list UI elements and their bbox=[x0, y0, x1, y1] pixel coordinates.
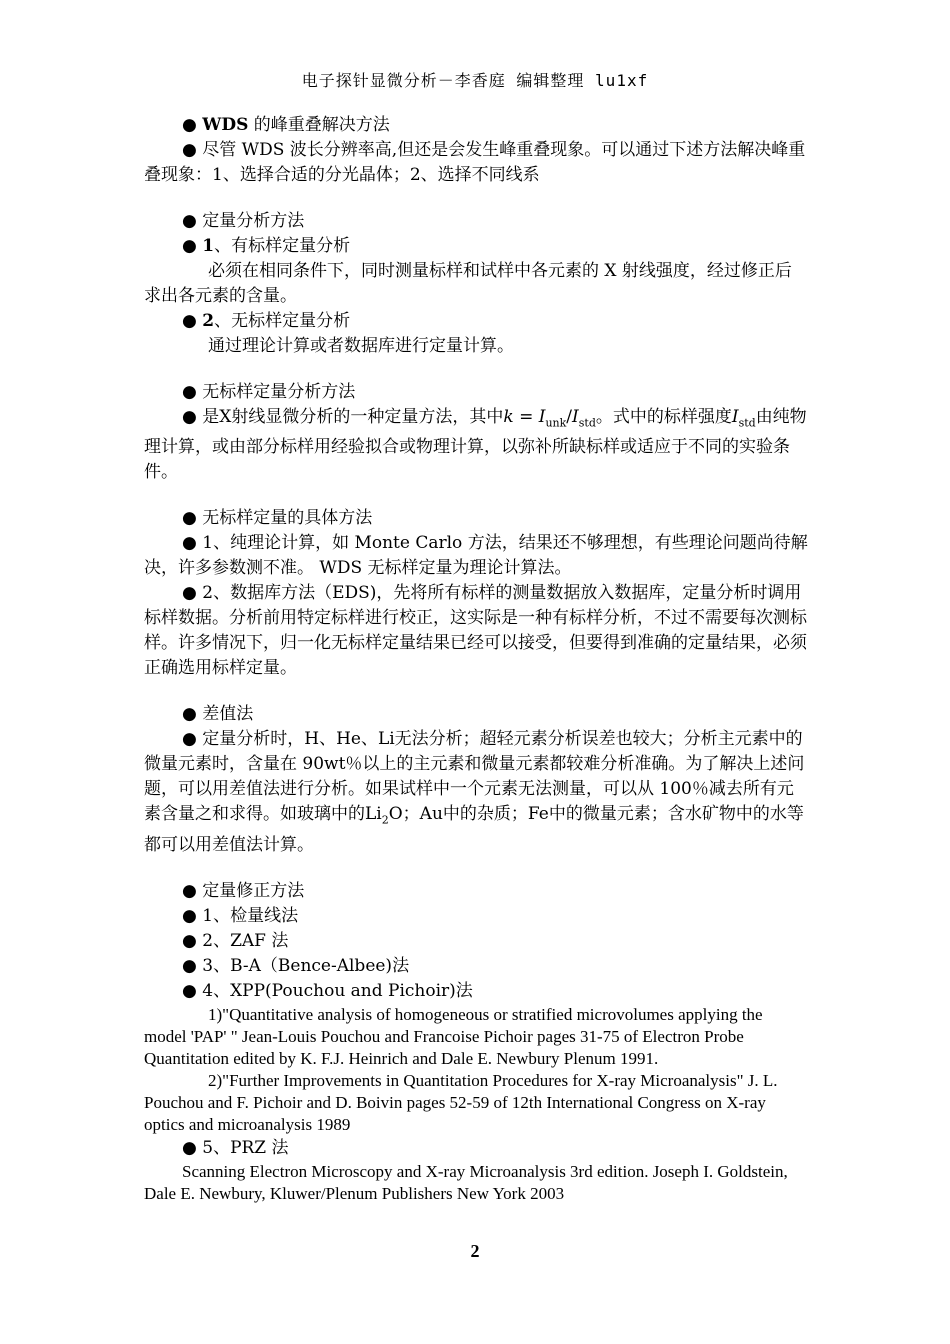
bullet-icon: ● bbox=[182, 955, 197, 976]
bullet-icon: ● bbox=[182, 905, 197, 926]
bullet-icon: ● bbox=[182, 407, 197, 427]
section-methods-title: ● 无标样定量的具体方法 bbox=[182, 508, 373, 529]
correction-item-2: ● 2、ZAF 法 bbox=[182, 930, 289, 951]
section-difference-title: ● 差值法 bbox=[182, 704, 254, 725]
bullet-icon: ● bbox=[182, 382, 197, 402]
section-wds-paragraph: ● 尽管 WDS 波长分辨率高,但还是会发生峰重叠现象。可以通过下述方法解决峰重叠现象：1、选择合适的分光晶体；2、选择不同线系 bbox=[144, 140, 806, 185]
bullet-icon: ● bbox=[182, 704, 197, 725]
bullet-icon: ● bbox=[182, 880, 197, 901]
bullet-icon: ● bbox=[182, 508, 197, 529]
bullet-icon: ● bbox=[182, 583, 197, 604]
bullet-icon: ● bbox=[182, 930, 197, 951]
difference-paragraph: ● 定量分析时，H、He、Li无法分析；超轻元素分析误差也较大；分析主元素中的微量元素时，含量在 90wt％以上的主元素和微量元素都较难分析准确。为了解决上述问题，可以用差值法进行分析。如果试样中一个元素无法测量，可以从 100％减去所有元素含量之和求得。如玻璃中的$Li_2O$；Au中的杂质；Fe中的微量元素；含水矿物中的水等都可以用差值法计算。 bbox=[144, 729, 805, 855]
reference-2: 2)"Further Improvements in Quantitation Procedures for X-ray Microanalysis" J. L. Pouchou and F. Pichoir and D. Boivin pages 52-59 of 12th International Congress on X-ray optics and microanalysis 1989 bbox=[144, 1070, 778, 1134]
methods-paragraph-1: ● 1、纯理论计算，如 Monte Carlo 方法，结果还不够理想，有些理论问题尚待解决，许多参数测不准。 WDS 无标样定量为理论计算法。 bbox=[144, 533, 808, 579]
bullet-icon: ● bbox=[182, 115, 197, 135]
bullet-icon: ● bbox=[182, 533, 197, 554]
quant-item-1: ● 1、有标样定量分析 bbox=[182, 236, 351, 256]
bullet-icon: ● bbox=[182, 1137, 197, 1158]
bullet-icon: ● bbox=[182, 236, 197, 256]
section-wds-title: ● WDS 的峰重叠解决方法 bbox=[182, 115, 390, 135]
correction-item-5: ● 5、PRZ 法 bbox=[182, 1137, 289, 1158]
document-body bbox=[144, 113, 808, 1205]
page-number: 2 bbox=[470, 1241, 480, 1261]
section-correction-title: ● 定量修正方法 bbox=[182, 880, 305, 901]
correction-item-3: ● 3、B-A（Bence-Albee)法 bbox=[182, 955, 410, 976]
bullet-icon: ● bbox=[182, 140, 197, 160]
correction-item-4: ● 4、XPP(Pouchou and Pichoir)法 bbox=[182, 980, 473, 1001]
bullet-icon: ● bbox=[182, 311, 197, 331]
correction-item-1: ● 1、检量线法 bbox=[182, 905, 299, 926]
bullet-icon: ● bbox=[182, 729, 197, 750]
quant-item-2-text: 通过理论计算或者数据库进行定量计算。 bbox=[208, 336, 514, 356]
reference-3: Scanning Electron Microscopy and X-ray Microanalysis 3rd edition. Joseph I. Goldstein, Dale E. Newbury, Kluwer/Plenum Publishers New York 2003 bbox=[144, 1161, 788, 1203]
section-standardless-title: ● 无标样定量分析方法 bbox=[182, 382, 356, 402]
section-standardless-paragraph: ● 是X射线显微分析的一种定量方法，其中$k = I_{unk}/I_{std}$。式中的标样强度$I_{std}$由纯物理计算，或由部分标样用经验拟合或物理计算，以弥补所缺标样或适应于不同的实验条件。 bbox=[144, 407, 807, 483]
quant-item-2: ● 2、无标样定量分析 bbox=[182, 311, 351, 331]
reference-1: 1)"Quantitative analysis of homogeneous or stratified microvolumes applying the model 'PAP' " Jean-Louis Pouchou and Francoise Pichoir pages 31-75 of Electron Probe Quantitation edited by K. F.J. Heinrich and Dale E. Newbury Plenum 1991. bbox=[144, 1004, 763, 1068]
bullet-icon: ● bbox=[182, 211, 197, 231]
section-quant-title: ● 定量分析方法 bbox=[182, 211, 305, 231]
bullet-icon: ● bbox=[182, 980, 197, 1001]
methods-paragraph-2: ● 2、数据库方法（EDS)，先将所有标样的测量数据放入数据库，定量分析时调用标样数据。分析前用特定标样进行校正，这实际是一种有标样分析，不过不需要每次测标样。许多情况下，归一化无标样定量结果已经可以接受，但要得到准确的定量结果，必须正确选用标样定量。 bbox=[144, 583, 807, 679]
page-header: 电子探针显微分析－李香庭 编辑整理 lu1xf bbox=[301, 71, 649, 90]
quant-item-1-text: 必须在相同条件下，同时测量标样和试样中各元素的 X 射线强度，经过修正后求出各元素的含量。 bbox=[144, 261, 792, 306]
